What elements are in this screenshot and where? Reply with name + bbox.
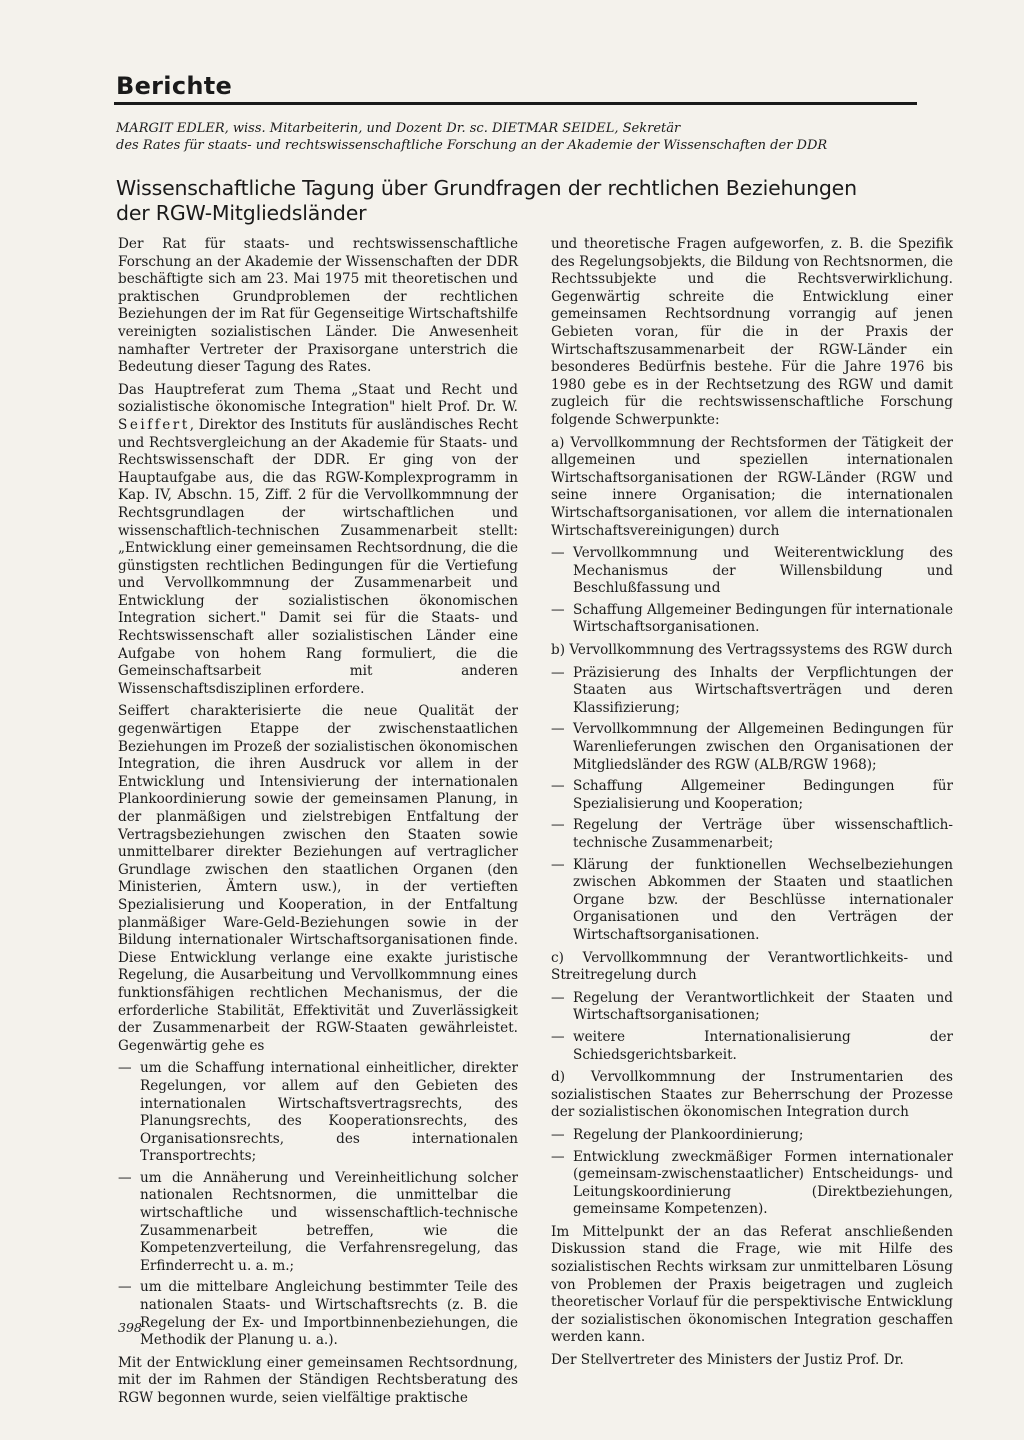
- list-intro: a) Vervollkommnung der Rechtsformen der Tätigkeit der allgemeinen und speziellen internationalen Wirtschaftsorganisationen der RGW-Länder (RGW und seine innere Organisation; die internationalen Wirtschaftsorganisationen, vor allem die internationalen Wirtschaftsvereinigungen) durch: [551, 434, 953, 539]
- list-item: — Vervollkommnung der Allgemeinen Bedingungen für Warenlieferungen zwischen den Organisationen der Mitgliedsländer des RGW (ALB/RGW 1968);: [551, 721, 953, 774]
- paragraph: [118, 382, 518, 699]
- paragraph: Seiffert charakterisierte die neue Qualität der gegenwärtigen Etappe der zwischenstaatlichen Beziehungen im Prozeß der sozialistischen ökonomischen Integration, die ihren Ausdruck vor allem in der Entwicklung und Intensivierung der internationalen Plankoordinierung sowie der gemeinsamen Planung, in der planmäßigen und zielstrebigen Entfaltung der Vertragsbeziehungen zwischen den Staaten sowie unmittelbarer direkter Beziehungen auf vertraglicher Grundlage zwischen den staatlichen Organen (den Ministerien, Ämtern usw.), in der vertieften Spezialisierung und Kooperation, in der Entfaltung planmäßiger Ware-Geld-Beziehungen sowie in der Bildung internationaler Wirtschaftsorganisationen finde. Diese Entwicklung verlange eine exakte juristische Regelung, die Ausarbeitung und Vervollkommnung eines funktionsfähigen rechtlichen Mechanismus, der die erforderliche Stabilität, Effektivität und Zuverlässigkeit der Zusammenarbeit der RGW-Staaten gewährleistet. Gegenwärtig gehe es: [118, 703, 518, 1054]
- column-left: [118, 236, 518, 1413]
- list-intro: b) Vervollkommnung des Vertragssystems des RGW durch: [551, 642, 953, 659]
- section-title: Berichte: [116, 72, 233, 100]
- list-item: — um die mittelbare Angleichung bestimmter Teile des nationalen Staats- und Wirtschaftsrechts (z. B. die Regelung der Ex- und Importbinnenbeziehungen, die Methodik der Planung u. a.).: [118, 1279, 518, 1349]
- paragraph: und theoretische Fragen aufgeworfen, z. B. die Spezifik des Regelungsobjekts, die Bildung von Rechtsnormen, die Rechtssubjekte und die Rechtsverwirklichung. Gegenwärtig schreite die Entwicklung einer gemeinsamen Rechtsordnung vorrangig auf jenen Gebieten voran, für die in der Praxis der Wirtschaftszusammenarbeit der RGW-Länder ein besonderes Bedürfnis bestehe. Für die Jahre 1976 bis 1980 gebe es in der Rechtsetzung des RGW und damit zugleich für die rechtswissenschaftliche Forschung folgende Schwerpunkte:: [551, 236, 953, 428]
- list-intro: d) Vervollkommnung der Instrumentarien des sozialistischen Staates zur Beherrschung der Prozesse der sozialistischen ökonomischen Integration durch: [551, 1069, 953, 1121]
- list-item: — weitere Internationalisierung der Schiedsgerichtsbarkeit.: [551, 1029, 953, 1064]
- list-item: — Regelung der Verantwortlichkeit der Staaten und Wirtschaftsorganisationen;: [551, 990, 953, 1025]
- paragraph: Der Stellvertreter des Ministers der Justiz Prof. Dr.: [551, 1352, 904, 1369]
- author-byline: [116, 120, 919, 154]
- bullet-list: [118, 1060, 518, 1350]
- list-item: — Schaffung Allgemeiner Bedingungen für internationale Wirtschaftsorganisationen.: [551, 602, 953, 637]
- article-title-line: Wissenschaftliche Tagung über Grundfragen der rechtlichen Beziehungen: [116, 176, 857, 200]
- paragraph: Mit der Entwicklung einer gemeinsamen Rechtsordnung, mit der im Rahmen der Ständigen Rechtsberatung des RGW begonnen wurde, seien vielfältige praktische: [118, 1354, 518, 1406]
- person-name: Seiffert: [118, 416, 190, 433]
- bullet-list: [551, 545, 953, 637]
- list-item: — Schaffung Allgemeiner Bedingungen für Spezialisierung und Kooperation;: [551, 778, 953, 813]
- list-item: — um die Schaffung international einheitlicher, direkter Regelungen, vor allem auf den Gebieten des internationalen Wirtschaftsvertragsrechts, des Planungsrechts, des Kooperationsrechts, des Organisationsrechts, des internationalen Transportrechts;: [118, 1060, 518, 1166]
- paragraph: Im Mittelpunkt der an das Referat anschließenden Diskussion stand die Frage, wie mit Hilfe des sozialistischen Rechts wirksam zur unmittelbaren Lösung von Problemen der Praxis beigetragen und zugleich theoretischer Vorlauf für die perspektivische Entwicklung der sozialistischen ökonomischen Integration geschaffen werden kann.: [551, 1223, 953, 1346]
- column-right: [551, 236, 953, 1375]
- text-run: , Direktor des Instituts für ausländisches Recht und Rechtsvergleichung an der Akademie für Staats- und Rechtswissenschaft der DDR. Er ging von der Hauptaufgabe aus, die das RGW-Komplexprogramm in Kap. IV, Abschn. 15, Ziff. 2 für die Vervollkommnung der Rechtsgrundlagen der wirtschaftlichen und wissenschaftlich-technischen Zusammenarbeit stellt: „Entwicklung einer gemeinsamen Rechtsordnung, die die günstigsten rechtlichen Bedingungen für die Vertiefung und Vervollkommnung der Zusammenarbeit und Entwicklung der sozialistischen ökonomischen Integration sichert." Damit sei für die Staats- und Rechtswissenschaft aller sozialistischen Länder eine Aufgabe von hohem Rang formuliert, die die Gemeinschaftsarbeit mit anderen Wissenschaftsdisziplinen erfordere.: [118, 416, 518, 697]
- list-item: — Entwicklung zweckmäßiger Formen internationaler (gemeinsam-zwischenstaatlicher) Entscheidungs- und Leitungskoordinierung (Direktbeziehungen, gemeinsame Kompetenzen).: [551, 1149, 953, 1219]
- author-affiliation: des Rates für staats- und rechtswissenschaftliche Forschung an der Akademie der Wissenschaften der DDR: [116, 138, 828, 153]
- page-number: 398: [118, 1320, 142, 1335]
- list-item: — Regelung der Verträge über wissenschaftlich-technische Zusammenarbeit;: [551, 817, 953, 852]
- article-title-line: der RGW-Mitgliedsländer: [116, 201, 367, 225]
- bullet-list: [551, 1127, 953, 1219]
- header-rule: [114, 102, 917, 105]
- bullet-list: [551, 665, 953, 945]
- list-item: — Regelung der Plankoordinierung;: [551, 1127, 953, 1145]
- list-intro: c) Vervollkommnung der Verantwortlichkeits- und Streitregelung durch: [551, 949, 953, 984]
- paragraph: Der Rat für staats- und rechtswissenschaftliche Forschung an der Akademie der Wissenschaften der DDR beschäftigte sich am 23. Mai 1975 mit theoretischen und praktischen Grundproblemen der rechtlichen Beziehungen der im Rat für Gegenseitige Wirtschaftshilfe vereinigten sozialistischen Länder. Die Anwesenheit namhafter Vertreter der Praxisorgane unterstrich die Bedeutung dieser Tagung des Rates.: [118, 236, 518, 376]
- list-item: — Präzisierung des Inhalts der Verpflichtungen der Staaten aus Wirtschaftsverträgen und deren Klassifizierung;: [551, 665, 953, 718]
- list-item: — um die Annäherung und Vereinheitlichung solcher nationalen Rechtsnormen, die unmittelbar die wirtschaftliche und wissenschaftlich-technische Zusammenarbeit betreffen, wie die Kompetenzverteilung, die Verfahrensregelung, das Erfinderrecht u. a. m.;: [118, 1170, 518, 1276]
- list-item: — Klärung der funktionellen Wechselbeziehungen zwischen Abkommen der Staaten und staatlichen Organe bzw. der Beschlüsse internationaler Organisationen und den Verträgen der Wirtschaftsorganisationen.: [551, 857, 953, 945]
- author-line: MARGIT EDLER, wiss. Mitarbeiterin, und Dozent Dr. sc. DIETMAR SEIDEL, Sekretär: [116, 121, 681, 136]
- bullet-list: [551, 990, 953, 1064]
- article-title: [116, 176, 916, 226]
- list-item: — Vervollkommnung und Weiterentwicklung des Mechanismus der Willensbildung und Beschlußfassung und: [551, 545, 953, 598]
- text-run: Das Hauptreferat zum Thema „Staat und Recht und sozialistische ökonomische Integration" hielt Prof. Dr. W.: [118, 381, 518, 416]
